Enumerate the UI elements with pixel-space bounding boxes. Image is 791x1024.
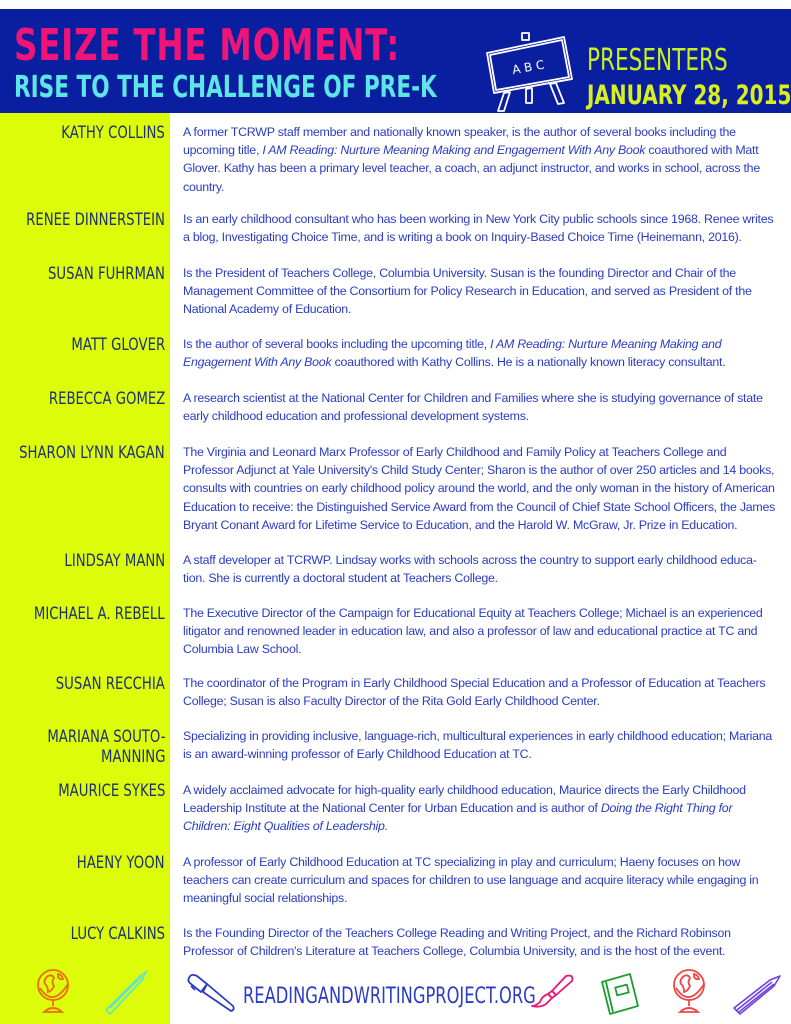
presenter-name: MATT GLOVER (71, 335, 165, 355)
presenter-bio: Is the Founding Director of the Teachers College Reading and Writing Project, and the Richard Robinson Professor of Children's Literature at Teachers College, Columbia University, and is the host of the event. (183, 926, 731, 959)
presenter-bio: A research scientist at the National Center for Children and Families where she is studying governance of state early childhood education and professional development systems. (183, 391, 763, 424)
presenter-bio: A staff developer at TCRWP. Lindsay works with schools across the country to support early childhood educa-tion. She is currently a doctoral student at Teachers College. (183, 553, 757, 586)
globe-icon (668, 964, 710, 1018)
section-label: PRESENTERS (587, 43, 728, 78)
presenter-name: SUSAN FUHRMAN (48, 264, 165, 284)
header-banner (0, 9, 791, 113)
event-title: SEIZE THE MOMENT: (14, 20, 401, 71)
pencil-icon (730, 972, 784, 1016)
website-link[interactable]: READINGANDWRITINGPROJECT.ORG (243, 984, 536, 1009)
presenter-name: HAENY YOON (77, 853, 165, 873)
presenter-name: REBECCA GOMEZ (48, 389, 165, 409)
presenter-name: MARIANA SOUTO- MANNING (46, 727, 165, 767)
event-date: JANUARY 28, 2015 (587, 80, 791, 111)
presenter-bio: The coordinator of the Program in Early Childhood Special Education and a Professor of Education at Teachers College; Susan is also Faculty Director of the Rita Gold Early Childhood Center. (183, 676, 766, 709)
presenter-bio: Is an early childhood consultant who has been working in New York City public schools since 1968. Renee writes a blog, Investigating Choice Time, and is writing a book on Inquiry-Based Choice Time (Heinemann, 2016). (183, 212, 774, 245)
presenter-name: MAURICE SYKES (57, 781, 165, 801)
chalkboard-easel-icon (482, 31, 578, 113)
presenter-name: MICHAEL A. REBELL (34, 604, 165, 624)
presenter-bio: Is the President of Teachers College, Columbia University. Susan is the founding Director and Chair of the Management Committee of the Consortium for Policy Research in Education, and served as President of the National Academy of Education. (183, 266, 752, 317)
presenter-name: SUSAN RECCHIA (55, 674, 165, 694)
presenter-name: SHARON LYNN KAGAN (19, 443, 165, 463)
presenter-bio: A widely acclaimed advocate for high-quality early childhood education, Maurice directs the Early Childhood Leadership Institute at the National Center for Urban Education and is author of Doing the Right Thing for Children: Eight Qualities of Leadership. (183, 783, 746, 834)
easel-letters: A B C (511, 57, 546, 78)
globe-icon (32, 964, 74, 1018)
presenter-name: RENEE DINNERSTEIN (26, 210, 165, 230)
pencil-icon (100, 966, 150, 1016)
presenter-bio: The Virginia and Leonard Marx Professor of Early Childhood and Family Policy at Teachers College and Professor Adjunct at Yale University's Child Study Center; Sharon is the author of over 250 articles and 14 books, consults with countries on early childhood policy around the world, and the only woman in the history of American Education to receive: the Distinguished Service Award from the Council of Chief State School Officers, the James Bryant Conant Award for Lifetime Service to Education, and the Harold W. McGraw, Jr. Prize in Education. (183, 445, 776, 532)
marker-icon (185, 972, 239, 1014)
paintbrush-icon (530, 972, 578, 1012)
presenter-bio: Is the author of several books including the upcoming title, I AM Reading: Nurture Meaning Making and Engagement With Any Book coauthored with Kathy Collins. He is a nationally known literacy consultant. (183, 337, 726, 370)
presenter-bio: A former TCRWP staff member and nationally known speaker, is the author of several books including the upcoming title, I AM Reading: Nurture Meaning Making and Engagement With Any Book coauthored with Matt Glover. Kathy has been a primary level teacher, a coach, an adjunct instructor, and works in school, across the country. (183, 125, 760, 194)
presenter-name: KATHY COLLINS (61, 123, 165, 143)
presenter-name: LINDSAY MANN (64, 551, 165, 571)
top-margin (0, 0, 791, 9)
event-subtitle: RISE TO THE CHALLENGE OF PRE-K (14, 70, 437, 105)
presenter-bio: A professor of Early Childhood Education at TC specializing in play and curriculum; Haeny focuses on how teachers can create curriculum and spaces for children to use language and acquire literacy while engaging in meaningful social relationships. (183, 855, 759, 906)
presenter-name: LUCY CALKINS (70, 924, 165, 944)
presenter-bio: Specializing in providing inclusive, language-rich, multicultural experiences in early childhood education; Mariana is an award-winning professor of Early Childhood Education at TC. (183, 729, 773, 762)
presenter-bio: The Executive Director of the Campaign for Educational Equity at Teachers College; Michael is an experienced litigator and renowned leader in education law, and also a professor of law and educational practice at TC and Columbia Law School. (183, 606, 763, 657)
notebook-icon (598, 970, 642, 1018)
